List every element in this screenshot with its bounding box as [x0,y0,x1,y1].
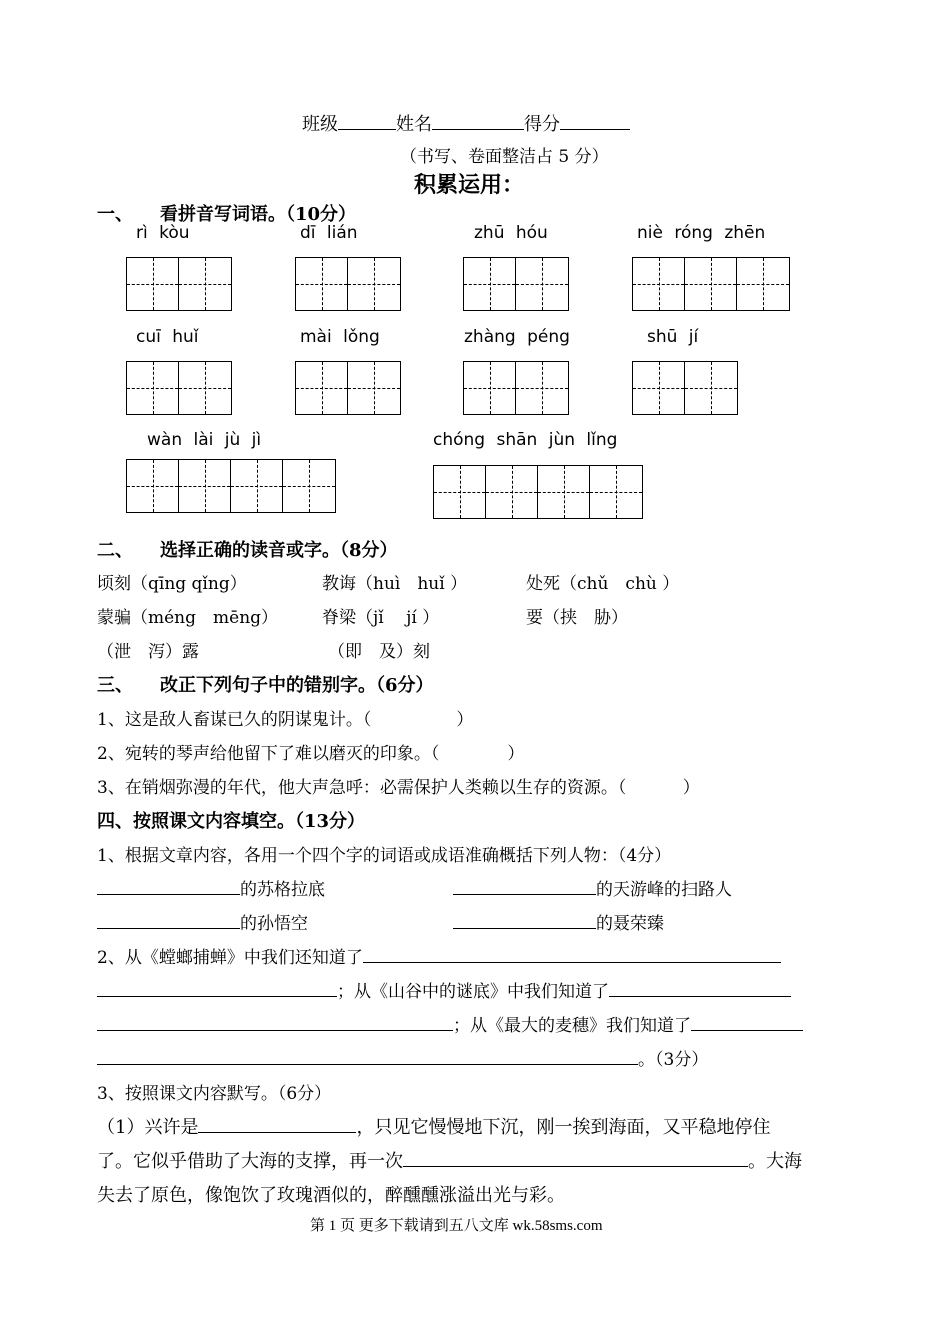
pinyin-10: chóng shān jùn lǐng [433,430,618,450]
answer-blank[interactable] [403,1148,748,1167]
section-4-title: 四、按照课文内容填空。（13分） [97,811,366,832]
answer-blank[interactable] [691,1012,803,1031]
pinyin-3: zhū hóu [474,223,548,243]
name-blank[interactable] [432,111,524,130]
char-grid-4[interactable] [632,257,790,311]
q1-item-text: 的孙悟空 [240,914,308,934]
char-grid-3[interactable] [463,257,569,311]
s4-q3-line1 [97,1113,770,1139]
score-label: 得分 [524,114,560,135]
answer-blank[interactable] [97,1012,453,1031]
char-grid-6[interactable] [295,361,401,415]
s2-item: 要（挟 胁） [526,608,628,628]
pinyin-2: dī lián [300,223,358,243]
pinyin-9: wàn lài jù jì [147,430,262,450]
s4-q1-item [97,909,308,934]
q3-text: 了。它似乎借助了大海的支撑，再一次 [97,1151,403,1172]
s2-item: （泄 泻）露 [97,642,199,662]
s4-q3-line2 [97,1147,802,1173]
s4-q3: 3、按照课文内容默写。（6分） [97,1084,332,1104]
q3-text: ，只见它慢慢地下沉，刚一挨到海面，又平稳地停住 [356,1117,771,1138]
answer-blank[interactable] [97,910,240,929]
name-label: 姓名 [396,114,432,135]
s4-q2-line1 [97,943,781,968]
answer-blank[interactable] [609,978,791,997]
class-blank[interactable] [338,111,396,130]
answer-blank[interactable] [198,1114,356,1133]
char-grid-7[interactable] [463,361,569,415]
pinyin-6: mài lǒng [300,327,380,347]
q2-text: 。（3分） [638,1050,709,1070]
char-grid-10[interactable] [433,465,643,519]
s4-q2-line3 [97,1011,803,1036]
q1-item-text: 的聂荣臻 [596,914,664,934]
s4-q3-line3: 失去了原色，像饱饮了玫瑰酒似的，醉醺醺涨溢出光与彩。 [97,1185,565,1206]
page-title: 积累运用： [414,173,525,198]
answer-blank[interactable] [97,1046,638,1065]
answer-blank[interactable] [453,876,596,895]
q1-item-text: 的天游峰的扫路人 [596,880,732,900]
page-footer: 第 1 页 更多下载请到五八文库 wk.58sms.com [310,1218,603,1234]
answer-blank[interactable] [97,978,337,997]
s2-item: 蒙骗（méng mēng） [97,608,279,628]
s2-item: （即 及）刻 [328,642,430,662]
s2-item: 脊梁（jǐ jí ） [322,608,440,628]
s4-q1: 1、根据文章内容，各用一个四个字的词语或成语准确概括下列人物：（4分） [97,846,672,866]
q2-text: ；从《最大的麦穗》我们知道了 [453,1016,691,1036]
pinyin-7: zhàng péng [464,327,570,347]
s4-q1-item [453,875,732,900]
pinyin-8: shū jí [647,327,699,347]
q2-text: 2、从《螳螂捕蝉》中我们还知道了 [97,948,363,968]
score-blank[interactable] [560,111,630,130]
section-3-title: 三、 改正下列句子中的错别字。（6分） [97,675,434,696]
s2-item: 教诲（huì huǐ ） [322,574,468,594]
section-2-title: 二、 选择正确的读音或字。（8分） [97,540,398,561]
char-grid-1[interactable] [126,257,232,311]
char-grid-9[interactable] [126,459,336,513]
header-fields [302,110,630,136]
s3-sentence: 2、宛转的琴声给他留下了难以磨灭的印象。（ ） [97,744,525,764]
answer-blank[interactable] [97,876,240,895]
pinyin-5: cuī huǐ [136,327,199,347]
q3-text: （1）兴许是 [97,1117,199,1138]
q2-text: ；从《山谷中的谜底》中我们知道了 [337,982,609,1002]
pinyin-4: niè róng zhēn [637,223,766,243]
s4-q1-item [453,909,664,934]
pinyin-1: rì kòu [136,223,190,243]
s3-sentence: 1、这是敌人畜谋已久的阴谋鬼计。（ ） [97,710,474,730]
answer-blank[interactable] [453,910,596,929]
char-grid-5[interactable] [126,361,232,415]
class-label: 班级 [302,114,338,135]
s4-q2-line2 [97,977,791,1002]
s4-q1-item [97,875,325,900]
s4-q2-line4 [97,1045,708,1070]
neatness-note: （书写、卷面整洁占 5 分） [400,147,609,167]
s2-item: 处死（chǔ chù ） [526,574,680,594]
q1-item-text: 的苏格拉底 [240,880,325,900]
s3-sentence: 3、在销烟弥漫的年代，他大声急呼：必需保护人类赖以生存的资源。（ ） [97,778,700,798]
section-1-title: 一、 看拼音写词语。（10分） [97,204,357,225]
answer-blank[interactable] [363,944,781,963]
char-grid-8[interactable] [632,361,738,415]
q3-text: 。大海 [748,1151,802,1172]
s2-item: 顷刻（qīng qǐng） [97,574,247,594]
char-grid-2[interactable] [295,257,401,311]
